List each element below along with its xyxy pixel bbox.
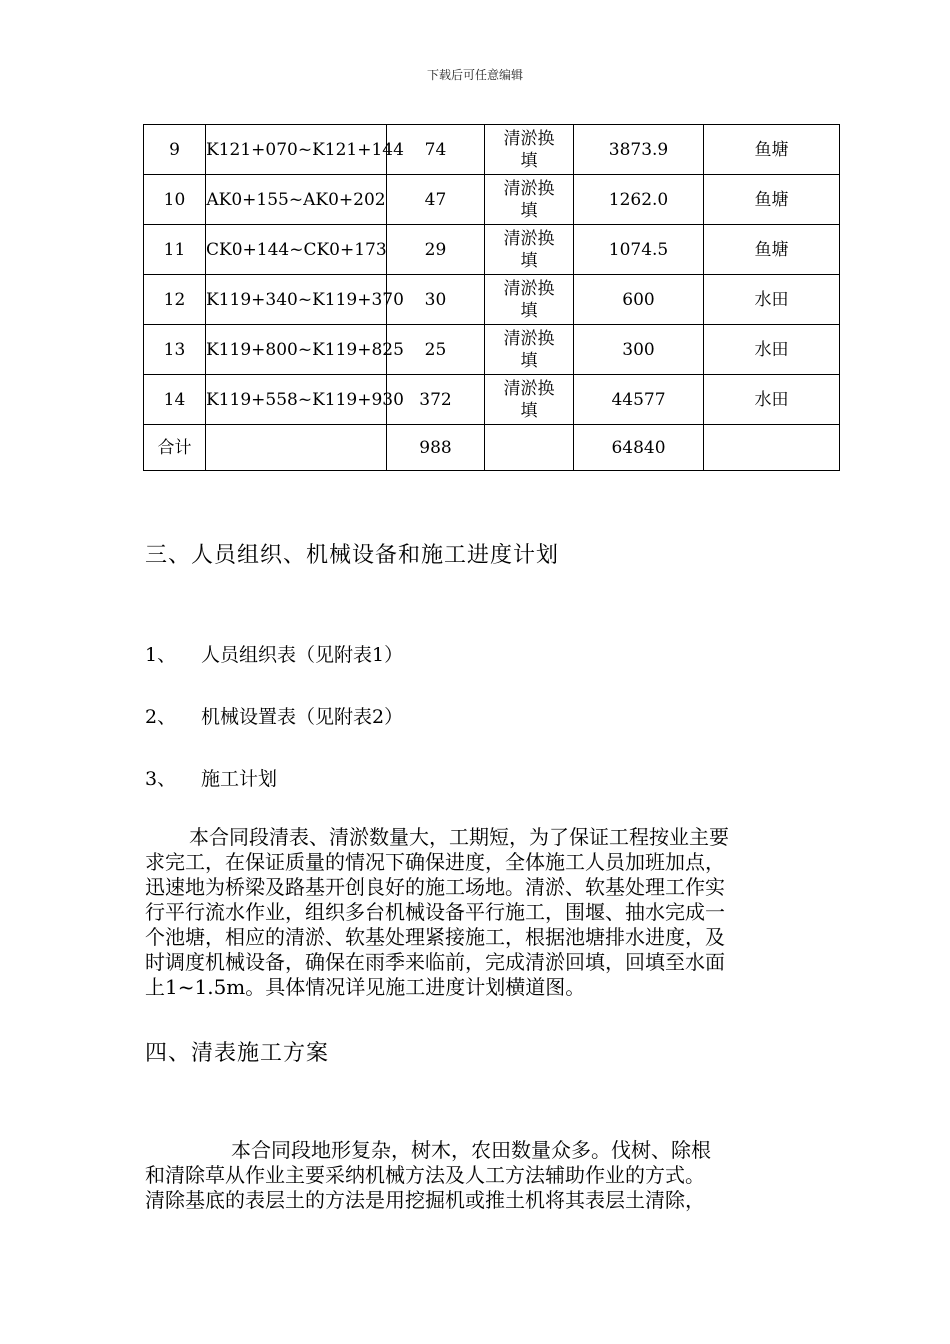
table-row [144, 275, 840, 325]
total-label: 合计 [144, 425, 206, 471]
section4-paragraph [145, 1138, 825, 1213]
row-length: 30 [387, 275, 485, 325]
table-row [144, 225, 840, 275]
row-length: 372 [387, 375, 485, 425]
row-volume: 600 [574, 275, 704, 325]
list-item [145, 702, 403, 729]
paragraph-line: 求完工，在保证质量的情况下确保进度，全体施工人员加班加点， [145, 850, 725, 874]
row-section: K119+558~K119+930 [206, 375, 387, 425]
row-section: CK0+144~CK0+173 [206, 225, 387, 275]
row-number: 10 [144, 175, 206, 225]
list-item-number: 2、 [145, 706, 177, 728]
section4-heading: 四、清表施工方案 [145, 1041, 330, 1066]
row-number: 12 [144, 275, 206, 325]
section3-paragraph [145, 825, 825, 1000]
row-method: 清淤换 填 [485, 275, 574, 325]
row-length: 74 [387, 125, 485, 175]
row-note: 水田 [704, 375, 840, 425]
paragraph-line: 行平行流水作业，组织多台机械设备平行施工，围堰、抽水完成一 [145, 900, 725, 924]
row-method: 清淤换 填 [485, 375, 574, 425]
row-section: K119+800~K119+825 [206, 325, 387, 375]
row-method: 清淤换 填 [485, 125, 574, 175]
row-length: 25 [387, 325, 485, 375]
row-volume: 300 [574, 325, 704, 375]
table-row [144, 375, 840, 425]
paragraph-line: 清除基底的表层土的方法是用挖掘机或推土机将其表层土清除， [145, 1188, 705, 1212]
row-method: 清淤换 填 [485, 225, 574, 275]
total-section [206, 425, 387, 471]
table-row [144, 325, 840, 375]
list-item-text: 机械设置表（见附表2） [201, 706, 404, 728]
row-number: 14 [144, 375, 206, 425]
paragraph-line: 上1~1.5m。具体情况详见施工进度计划横道图。 [145, 975, 586, 999]
row-length: 29 [387, 225, 485, 275]
row-volume: 3873.9 [574, 125, 704, 175]
row-number: 13 [144, 325, 206, 375]
row-note: 水田 [704, 325, 840, 375]
list-item-number: 3、 [145, 768, 177, 790]
paragraph-line: 和清除草从作业主要采纳机械方法及人工方法辅助作业的方式。 [145, 1163, 705, 1187]
paragraph-line: 迅速地为桥梁及路基开创良好的施工场地。清淤、软基处理工作实 [145, 875, 725, 899]
row-volume: 1074.5 [574, 225, 704, 275]
row-number: 11 [144, 225, 206, 275]
row-volume: 44577 [574, 375, 704, 425]
list-item [145, 764, 277, 791]
total-length: 988 [387, 425, 485, 471]
total-volume: 64840 [574, 425, 704, 471]
row-method: 清淤换 填 [485, 325, 574, 375]
cleanup-table [143, 124, 840, 471]
table-total-row [144, 425, 840, 471]
list-item-text: 施工计划 [201, 768, 278, 790]
row-note: 鱼塘 [704, 225, 840, 275]
row-section: K121+070~K121+144 [206, 125, 387, 175]
row-length: 47 [387, 175, 485, 225]
row-method: 清淤换 填 [485, 175, 574, 225]
paragraph-line: 时调度机械设备，确保在雨季来临前，完成清淤回填，回填至水面 [145, 950, 725, 974]
total-note [704, 425, 840, 471]
section3-heading: 三、人员组织、机械设备和施工进度计划 [145, 543, 560, 568]
total-method [485, 425, 574, 471]
row-note: 鱼塘 [704, 175, 840, 225]
list-item-number: 1、 [145, 644, 177, 666]
list-item [145, 640, 403, 667]
row-section: K119+340~K119+370 [206, 275, 387, 325]
page-header: 下载后可任意编辑 [426, 68, 523, 82]
paragraph-line: 本合同段地形复杂，树木，农田数量众多。伐树、除根 [231, 1138, 711, 1162]
table-row [144, 125, 840, 175]
table-row [144, 175, 840, 225]
row-number: 9 [144, 125, 206, 175]
row-note: 水田 [704, 275, 840, 325]
row-volume: 1262.0 [574, 175, 704, 225]
list-item-text: 人员组织表（见附表1） [201, 644, 404, 666]
row-section: AK0+155~AK0+202 [206, 175, 387, 225]
paragraph-line: 本合同段清表、清淤数量大，工期短，为了保证工程按业主要 [189, 825, 729, 849]
row-note: 鱼塘 [704, 125, 840, 175]
paragraph-line: 个池塘，相应的清淤、软基处理紧接施工，根据池塘排水进度，及 [145, 925, 725, 949]
